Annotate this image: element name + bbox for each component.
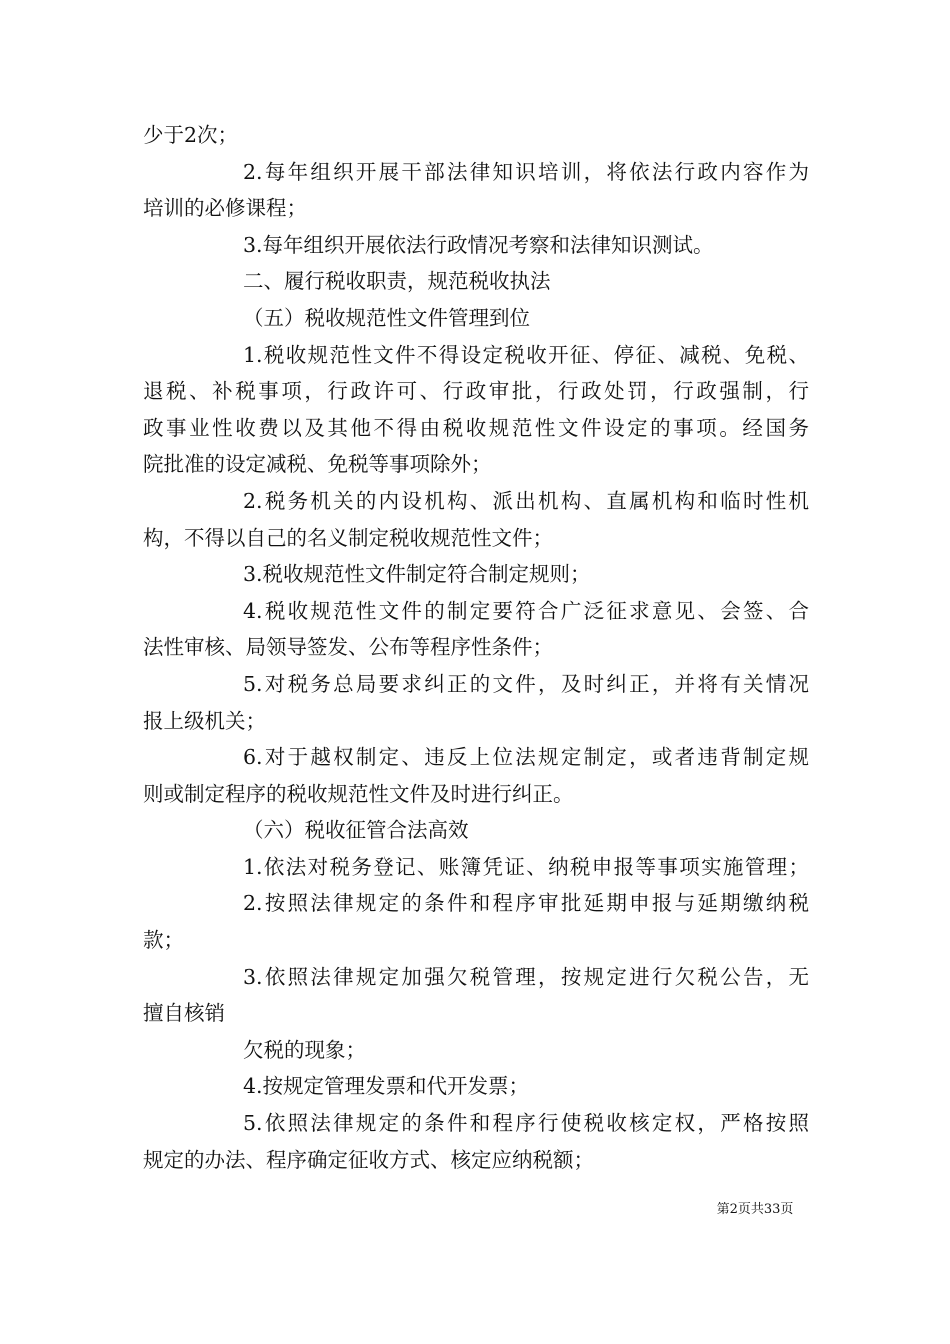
subsection-heading: （五）税收规范性文件管理到位 — [243, 305, 530, 330]
text-line: 6.对于越权制定、违反上位法规定制定，或者违背制定规 — [243, 745, 809, 770]
page-number: 第2页共33页 — [716, 1202, 794, 1217]
subsection-heading: （六）税收征管合法高效 — [243, 818, 469, 843]
text-line: 3.税收规范性文件制定符合制定规则； — [243, 562, 591, 587]
text-line: 少于2次； — [143, 123, 239, 147]
text-line: 2.按照法律规定的条件和程序审批延期申报与延期缴纳税 — [243, 891, 809, 916]
text-line: 4.按规定管理发票和代开发票； — [243, 1074, 530, 1099]
text-line: 2.税务机关的内设机构、派出机构、直属机构和临时性机 — [243, 488, 809, 513]
document-body — [143, 117, 809, 1178]
text-line: 3.每年组织开展依法行政情况考察和法律知识测试。 — [243, 232, 714, 257]
text-line: 则或制定程序的税收规范性文件及时进行纠正。 — [143, 781, 574, 806]
text-line: 退税、补税事项，行政许可、行政审批，行政处罚，行政强制，行 — [143, 379, 809, 404]
section-heading: 二、履行税收职责，规范税收执法 — [243, 269, 551, 294]
text-line: 院批准的设定减税、免税等事项除外； — [143, 452, 492, 477]
text-line: 报上级机关； — [143, 708, 266, 733]
text-line: 欠税的现象； — [243, 1037, 366, 1062]
text-line: 款； — [143, 928, 184, 953]
text-line: 擅自核销 — [143, 1001, 225, 1026]
text-line: 构，不得以自己的名义制定税收规范性文件； — [143, 525, 553, 550]
text-line: 2.每年组织开展干部法律知识培训，将依法行政内容作为 — [243, 159, 809, 184]
text-line: 5.依照法律规定的条件和程序行使税收核定权，严格按照 — [243, 1111, 809, 1136]
text-line: 1.依法对税务登记、账簿凭证、纳税申报等事项实施管理； — [243, 854, 809, 879]
text-line: 培训的必修课程； — [143, 196, 307, 221]
text-line: 4.税收规范性文件的制定要符合广泛征求意见、会签、合 — [243, 598, 809, 623]
text-line: 1.税收规范性文件不得设定税收开征、停征、减税、免税、 — [243, 342, 809, 367]
text-line: 5.对税务总局要求纠正的文件，及时纠正，并将有关情况 — [243, 671, 809, 696]
text-line: 规定的办法、程序确定征收方式、核定应纳税额； — [143, 1147, 594, 1172]
text-line: 3.依照法律规定加强欠税管理，按规定进行欠税公告，无 — [243, 964, 809, 989]
text-line: 政事业性收费以及其他不得由税收规范性文件设定的事项。经国务 — [143, 415, 809, 440]
text-line: 法性审核、局领导签发、公布等程序性条件； — [143, 635, 553, 660]
